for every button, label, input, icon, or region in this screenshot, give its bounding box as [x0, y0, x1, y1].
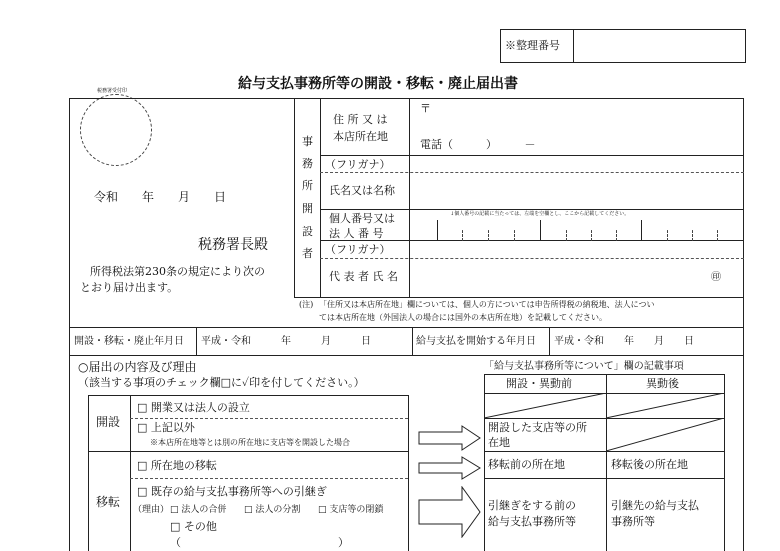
- note-prefix: (注): [299, 300, 314, 309]
- dates-value-2[interactable]: 平成・令和 年 月 日: [554, 336, 694, 347]
- arrow-right-icon: [418, 486, 482, 538]
- item3-before: 移転前の所在地: [488, 458, 565, 471]
- iten-label: 移転: [96, 495, 121, 509]
- item3-checkbox[interactable]: □ 所在地の移転: [137, 459, 217, 472]
- address-input[interactable]: [430, 102, 730, 132]
- item4-after-1: 引継先の給与支払: [611, 499, 699, 512]
- diagonal-slash: [484, 393, 724, 418]
- item1-checkbox[interactable]: □ 開業又は法人の設立: [137, 401, 250, 414]
- other-reason-input[interactable]: [184, 535, 334, 549]
- seiri-bangou-input[interactable]: [575, 30, 743, 61]
- item2-right-2: 在地: [488, 436, 510, 449]
- paren-open: （: [170, 536, 181, 549]
- representative-input[interactable]: [412, 260, 712, 295]
- jimusho-char-0: 事: [302, 135, 313, 148]
- name-input[interactable]: [412, 174, 742, 208]
- item2-checkbox[interactable]: □ 上記以外: [137, 421, 195, 434]
- reason2-checkbox[interactable]: □ 法人の分割: [244, 505, 301, 515]
- furigana-label-1: （フリガナ）: [325, 158, 391, 171]
- dates-label-2: 給与支払を開始する年月日: [416, 336, 536, 347]
- note-line2: ては本店所在地（外国法人の場合には国外の本店所在地）を記載してください。: [319, 313, 607, 322]
- kaisetsu-label: 開設: [96, 415, 121, 429]
- date-field[interactable]: 令和 年 月 日: [94, 190, 227, 204]
- kojin-note: ↓個人番号の記載に当たっては、左端を空欄とし、ここから記載してください。: [450, 211, 630, 217]
- jimusho-char-5: 者: [302, 247, 313, 260]
- kojin-label-1: 個人番号又は: [329, 212, 395, 225]
- jimusho-char-2: 所: [302, 179, 313, 192]
- furigana-label-2: （フリガナ）: [325, 243, 391, 256]
- item4-after-2: 事務所等: [611, 515, 655, 528]
- jimusho-char-4: 設: [302, 225, 313, 238]
- reason3-checkbox[interactable]: □ 支店等の閉鎖: [318, 505, 384, 515]
- name-label: 氏名又は名称: [329, 184, 395, 197]
- note-line1: 「住所又は本店所在地」欄については、個人の方については申告所得税の納税地、法人につい: [319, 300, 655, 309]
- item2-note: ※本店所在地等とは別の所在地に支店等を開設した場合: [150, 438, 350, 447]
- arrow-right-icon: [418, 425, 482, 451]
- content-heading: ○届出の内容及び理由: [78, 360, 197, 374]
- content-instruction: （該当する事項のチェック欄□に✓印を付してください。）: [78, 376, 365, 389]
- statement-line1: 所得税法第230条の規定により次の: [90, 265, 265, 278]
- dates-value-1[interactable]: 平成・令和 年 月 日: [201, 336, 371, 347]
- dates-label-1: 開設・移転・廃止年月日: [74, 336, 184, 347]
- item4-checkbox[interactable]: □ 既存の給与支払事務所等への引継ぎ: [137, 485, 327, 498]
- arrow-right-icon: [418, 456, 482, 480]
- reason4-checkbox[interactable]: □ その他: [170, 520, 217, 533]
- col-before-header: 開設・異動前: [506, 377, 572, 390]
- address-label-1: 住 所 又 は: [333, 113, 388, 126]
- reason-label: （理由）: [133, 505, 170, 515]
- item3-after: 移転後の所在地: [611, 458, 688, 471]
- furigana-input-2[interactable]: [412, 242, 742, 257]
- right-heading: 「給与支払事務所等について」欄の記載事項: [484, 361, 684, 372]
- jimusho-char-1: 務: [302, 157, 313, 170]
- kojin-label-2: 法 人 番 号: [329, 227, 384, 240]
- item4-before-2: 給与支払事務所等: [488, 515, 576, 528]
- postal-mark: 〒: [420, 102, 431, 115]
- col-after-header: 異動後: [646, 377, 679, 390]
- phone-field[interactable]: 電話（ ） －: [420, 138, 536, 151]
- seiri-bangou-label: ※整理番号: [505, 39, 560, 52]
- item4-before-1: 引継ぎをする前の: [488, 499, 576, 512]
- diagonal-slash: [606, 418, 724, 451]
- form-title: 給与支払事務所等の開設・移転・廃止届出書: [238, 76, 518, 92]
- statement-line2: とおり届け出ます。: [80, 281, 179, 294]
- item2-right-1: 開設した支店等の所: [488, 421, 587, 434]
- furigana-input-1[interactable]: [412, 157, 742, 171]
- stamp-circle: [80, 94, 152, 166]
- office-suffix: 税務署長殿: [198, 237, 268, 253]
- representative-label: 代 表 者 氏 名: [329, 270, 398, 283]
- stamp-label: 税務署受付印: [97, 88, 128, 94]
- seal-mark: ㊞: [711, 272, 721, 283]
- address-label-2: 本店所在地: [333, 130, 388, 143]
- reason1-checkbox[interactable]: □ 法人の合併: [170, 505, 227, 515]
- jimusho-char-3: 開: [302, 202, 313, 215]
- paren-close: ）: [338, 536, 349, 549]
